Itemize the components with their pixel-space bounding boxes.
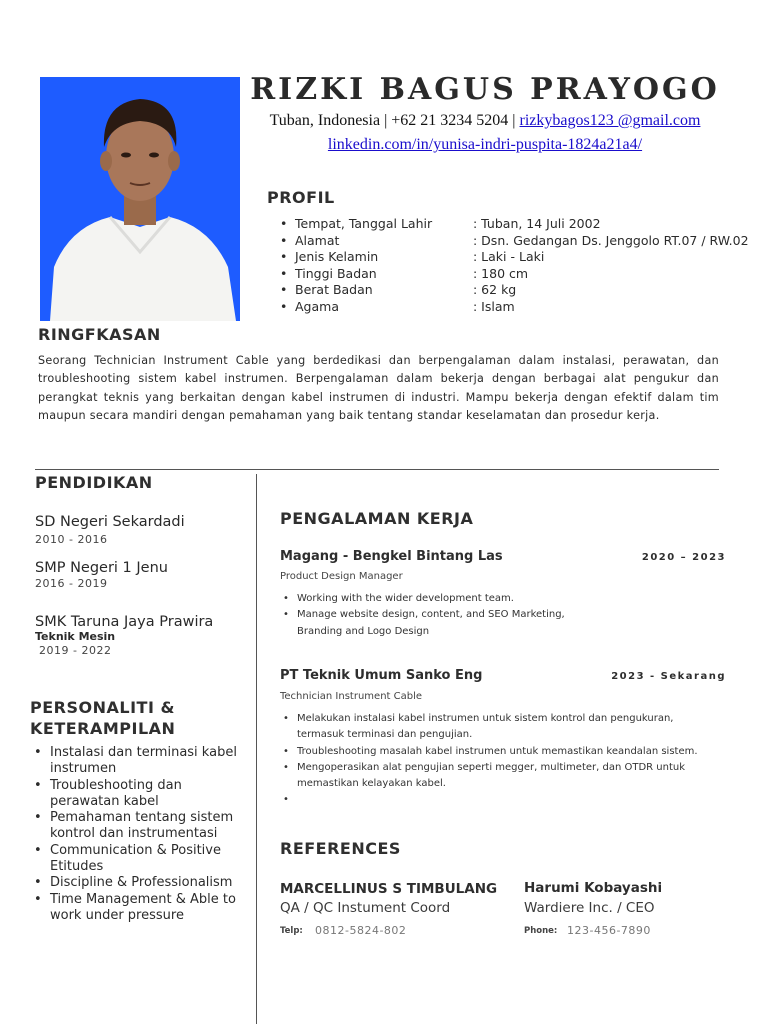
education-year: 2010 - 2016 xyxy=(35,533,108,546)
profil-list xyxy=(280,216,760,315)
profil-label: Tinggi Badan xyxy=(295,265,377,281)
profil-item xyxy=(280,216,760,233)
profil-label: Alamat xyxy=(295,232,340,248)
profil-heading: PROFIL xyxy=(267,188,335,207)
personaliti-heading-line2: KETERAMPILAN xyxy=(30,719,176,738)
personaliti-heading xyxy=(30,697,175,739)
section-divider xyxy=(35,469,719,470)
profil-item xyxy=(280,233,760,250)
skill-item: • Pemahaman tentang sistem kontrol dan instrumentasi xyxy=(34,810,249,843)
profil-item xyxy=(280,282,760,299)
reference-name: Harumi Kobayashi xyxy=(524,880,663,896)
full-name: RIZKI BAGUS PRAYOGO xyxy=(250,72,720,107)
profil-label: Tempat, Tanggal Lahir xyxy=(295,216,433,231)
skill-item: • Communication & Positive Etitudes xyxy=(34,843,249,876)
profil-value: : 62 kg xyxy=(473,282,517,297)
profile-photo xyxy=(40,77,240,321)
job-duties xyxy=(280,711,720,808)
skill-item: • Instalasi dan terminasi kabel instrumen xyxy=(34,745,249,778)
education-name: SMP Negeri 1 Jenu xyxy=(35,560,168,576)
contact-prefix: Tuban, Indonesia | +62 21 3234 5204 | xyxy=(269,112,520,129)
pendidikan-heading: PENDIDIKAN xyxy=(35,473,153,492)
profil-item xyxy=(280,249,760,266)
column-divider xyxy=(256,474,257,1024)
job-role: Technician Instrument Cable xyxy=(280,691,423,702)
linkedin-link[interactable]: linkedin.com/in/yunisa-indri-puspita-1824a21a4/ xyxy=(327,136,643,153)
profil-item xyxy=(280,266,760,283)
education-name: SD Negeri Sekardadi xyxy=(35,514,185,530)
education-major: Teknik Mesin xyxy=(35,630,116,643)
personaliti-heading-line1: PERSONALITI & xyxy=(30,698,175,717)
job-title: Magang - Bengkel Bintang Las xyxy=(280,549,503,564)
profil-label: Agama xyxy=(295,298,339,314)
job-title: PT Teknik Umum Sanko Eng xyxy=(280,668,483,683)
job-duty: • Melakukan instalasi kabel instrumen untuk sistem kontrol dan pengukuran, termasuk terminasi dan pengujian. xyxy=(280,711,720,744)
ringkasan-heading: RINGFKASAN xyxy=(38,325,161,344)
job-duties xyxy=(280,591,590,640)
pengalaman-heading: PENGALAMAN KERJA xyxy=(280,509,474,528)
job-role: Product Design Manager xyxy=(280,571,403,582)
skill-item: • Time Management & Able to work under pressure xyxy=(34,892,249,925)
education-name: SMK Taruna Jaya Prawira xyxy=(35,614,214,630)
profil-value: : Dsn. Gedangan Ds. Jenggolo RT.07 / RW.02 xyxy=(473,232,749,248)
profil-value: : Laki - Laki xyxy=(473,249,545,264)
profil-value: : Islam xyxy=(473,298,515,314)
reference-name: MARCELLINUS S TIMBULANG xyxy=(280,881,498,897)
portrait-illustration xyxy=(40,77,240,321)
contact-line xyxy=(250,112,720,130)
skill-item: • Discipline & Professionalism xyxy=(34,875,249,891)
profil-label: Jenis Kelamin xyxy=(295,249,379,264)
reference-role: QA / QC Instument Coord xyxy=(280,900,451,916)
email-link[interactable]: rizkybagos123 @gmail.com xyxy=(519,112,701,129)
job-duty: • Manage website design, content, and SEO Marketing, Branding and Logo Design xyxy=(280,607,590,640)
reference-phone: 123-456-7890 xyxy=(567,924,651,937)
skills-list xyxy=(34,745,249,924)
job-date: 2023 - Sekarang xyxy=(611,671,726,682)
education-year: 2019 - 2022 xyxy=(39,644,112,657)
reference-phone-label: Phone: xyxy=(524,926,558,936)
profil-value: : Tuban, 14 Juli 2002 xyxy=(473,216,601,231)
job-duty: • Troubleshooting masalah kabel instrumen untuk memastikan keandalan sistem. xyxy=(280,744,720,760)
job-duty: • Working with the wider development team. xyxy=(280,591,590,607)
reference-role: Wardiere Inc. / CEO xyxy=(524,900,655,916)
job-duty: • Mengoperasikan alat pengujian seperti megger, multimeter, dan OTDR untuk memastikan kelayakan kabel. xyxy=(280,760,720,793)
reference-phone: 0812-5824-802 xyxy=(315,924,407,937)
skill-item: • Troubleshooting dan perawatan kabel xyxy=(34,778,249,811)
job-duty xyxy=(280,792,720,808)
profil-item xyxy=(280,299,760,316)
ringkasan-text: Seorang Technician Instrument Cable yang berdedikasi dan berpengalaman dalam instalasi, perawatan, dan troubleshooting sistem kabel instrumen. Berpengalaman dalam bekerja dengan berbagai alat pengukur dan perangkat teknis yang berkaitan dengan kabel instrumen di industri. Mampu bekerja dengan efektif dalam tim maupun secara mandiri dengan pemahaman yang baik tentang standar keselamatan dan prosedur kerja. xyxy=(38,354,719,422)
references-heading: REFERENCES xyxy=(280,839,401,858)
job-date: 2020 – 2023 xyxy=(641,552,726,563)
education-year: 2016 - 2019 xyxy=(35,577,108,590)
profil-label: Berat Badan xyxy=(295,282,373,297)
profil-value: : 180 cm xyxy=(473,265,529,281)
reference-phone-label: Telp: xyxy=(280,926,303,936)
